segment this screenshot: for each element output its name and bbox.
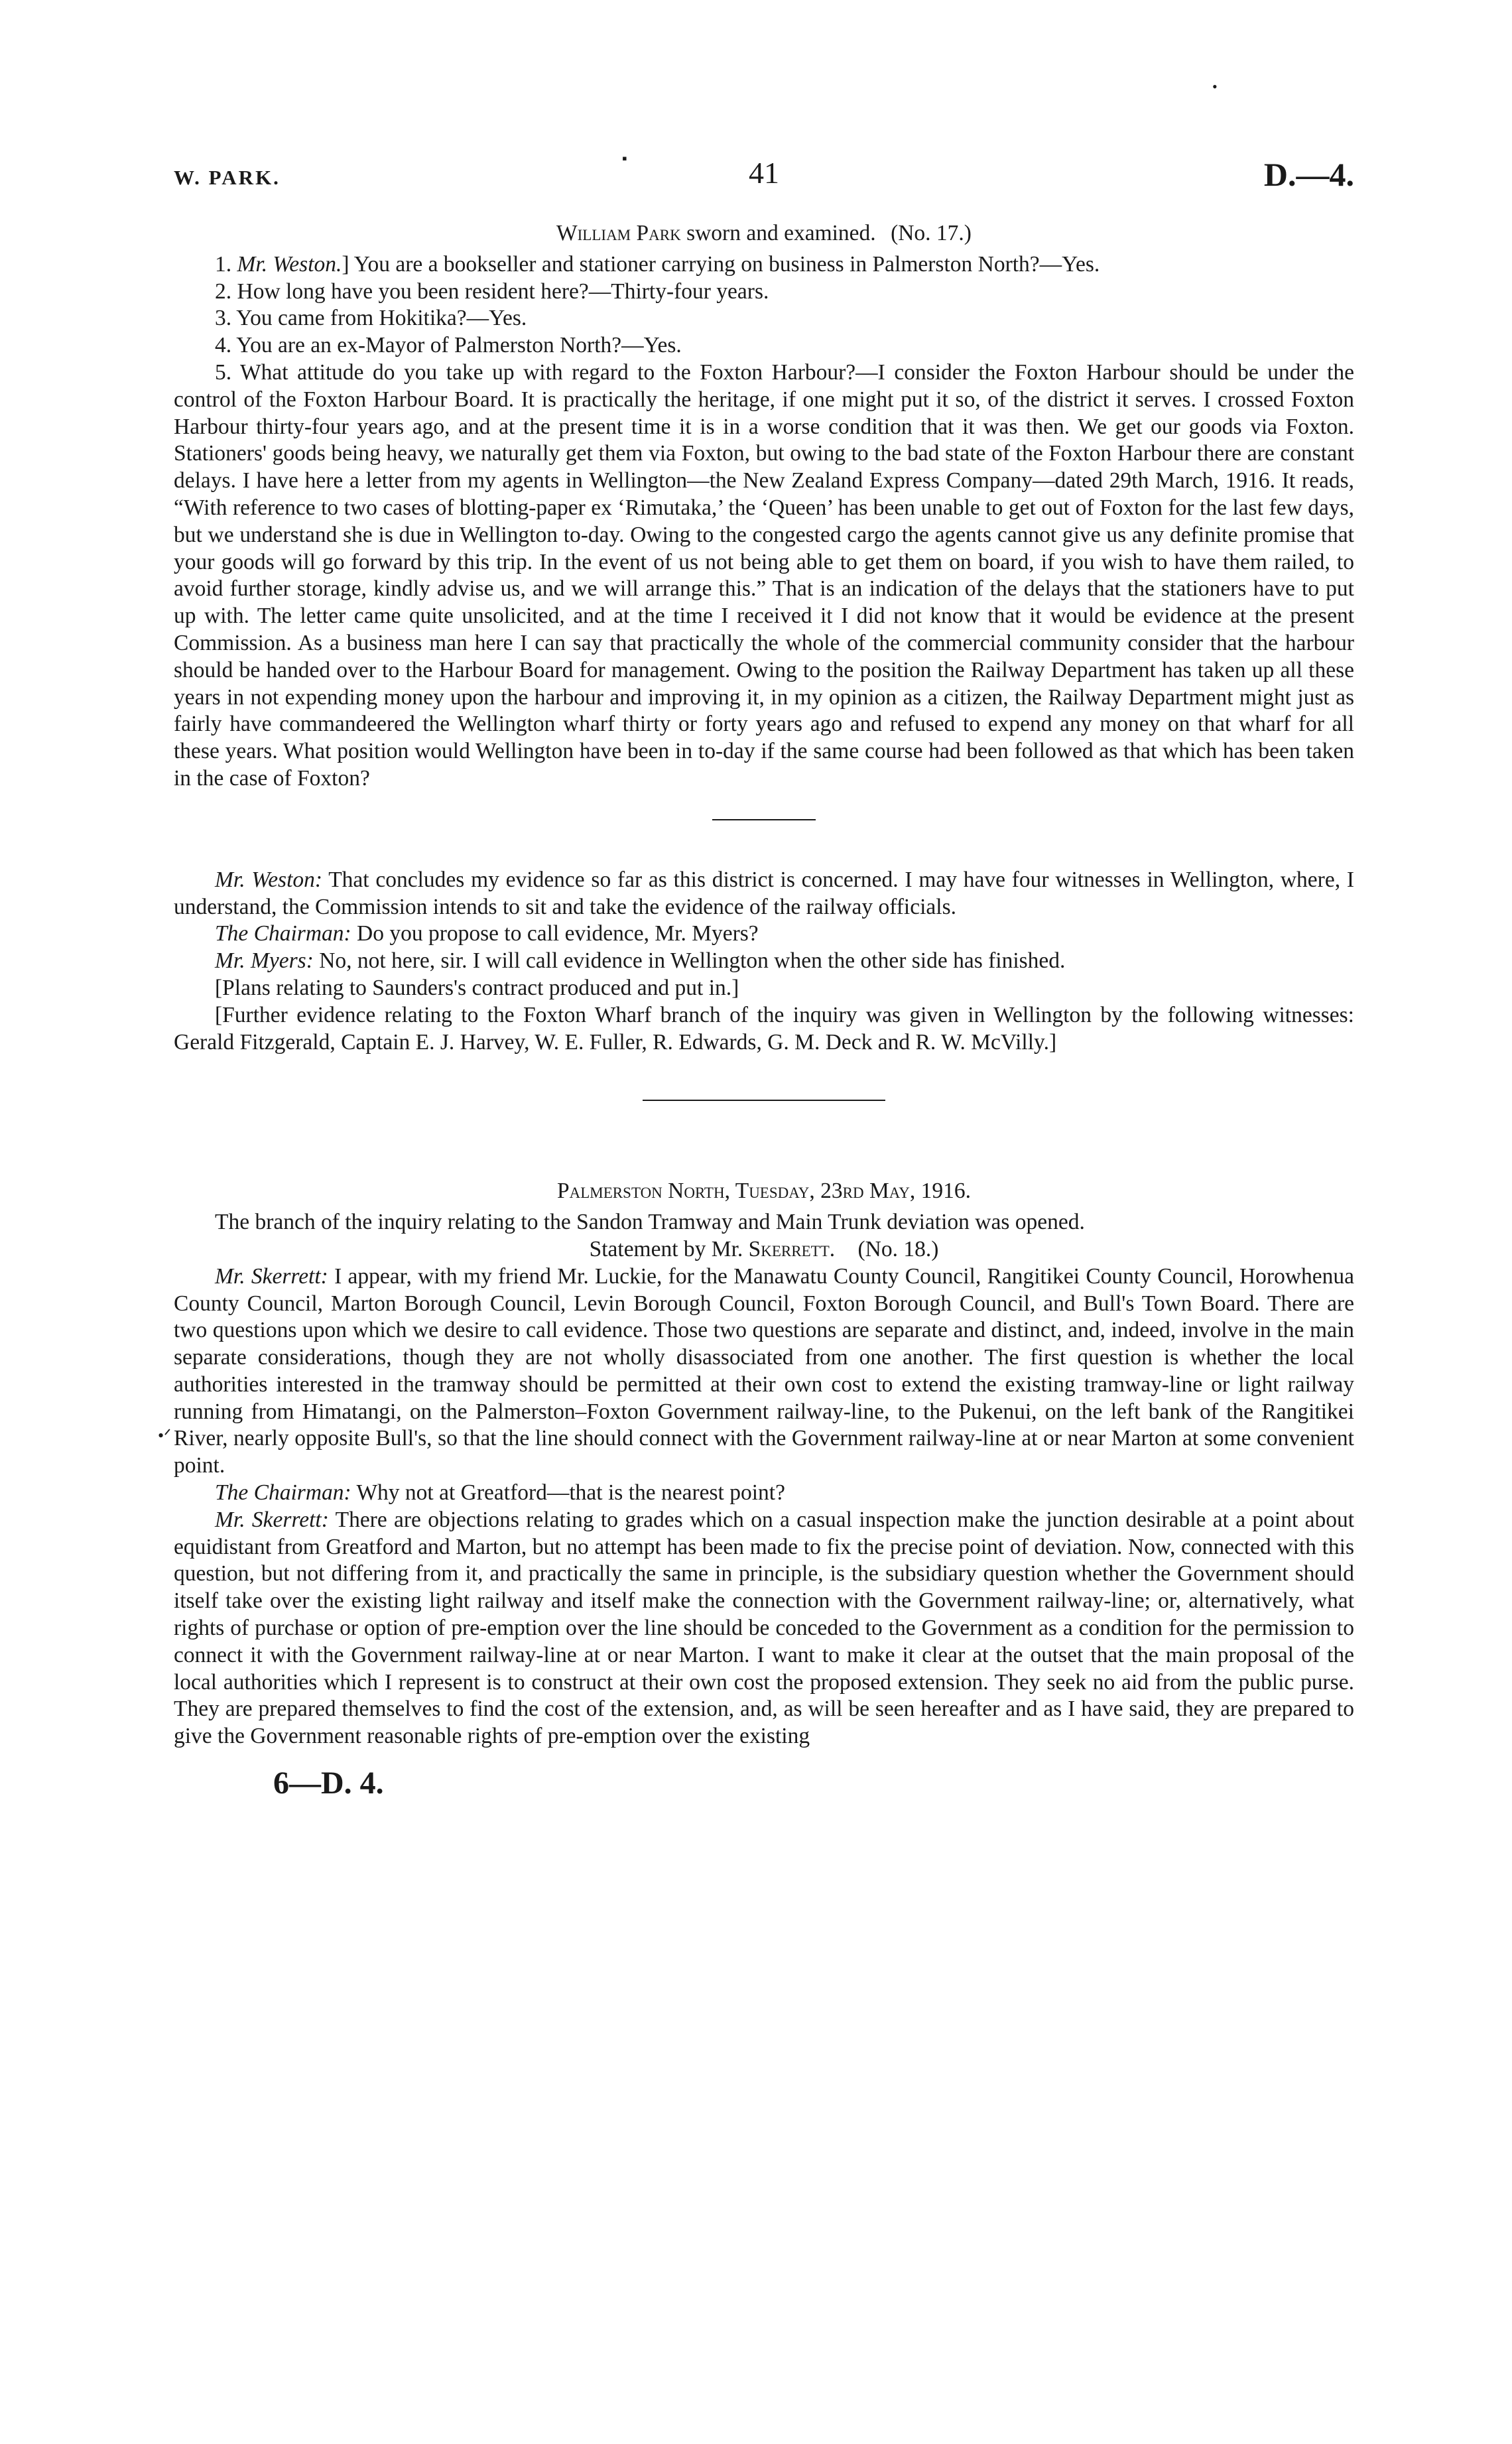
margin-mark: • <box>1212 78 1218 95</box>
sitting-heading: Palmerston North, Tuesday, 23rd May, 1916. <box>557 1179 971 1204</box>
statement-number: (No. 18.) <box>857 1236 939 1261</box>
heading-text: sworn and examined. <box>686 221 876 245</box>
document-page <box>174 119 1354 1801</box>
speaker: Mr. Myers: <box>215 948 314 974</box>
margin-mark: ▪ <box>622 150 627 166</box>
running-head-right: D.—4. <box>1263 156 1354 193</box>
qa-paragraph: 1. Mr. Weston.] You are a bookseller and stationer carrying on business in Palmerston North?—Yes. <box>215 251 1100 277</box>
statement-paragraph: Mr. Skerrett: There are objections relating to grades which on a casual inspection make the junction desirable at a point about equidistant from Greatford and Marton, but no attempt has been made to fix the precise point of deviation. Now, connected with this question, but not differing from it, and practically the same in principle, is the subsidiary question whether the Government should itself take over the existing light railway and itself make the connection with the Government railway-line; or, alternatively, what rights of purchase or option of pre-emption over the line should be conceded to the Government as a condition for the permission to connect it with the Government railway-line at or near Marton. I want to make it clear at the outset that the main proposal of the local authorities which I represent is to construct at their own cost the proposed extension. They seek no aid from the public purse. They are prepared themselves to find the cost of the extension, and, as will be seen hereafter and as I have said, they are prepared to give the Government reasonable rights of pre-emption over the existing <box>174 1507 1355 1749</box>
statement-paragraph: The Chairman: Why not at Greatford—that is the nearest point? <box>215 1480 785 1506</box>
statement-paragraph: The Chairman: Do you propose to call evidence, Mr. Myers? <box>215 921 759 946</box>
qa-paragraph: 3. You came from Hokitika?—Yes. <box>215 306 527 331</box>
speaker: Mr. Skerrett: <box>215 1263 328 1289</box>
statement-paragraph: Mr. Skerrett: I appear, with my friend Mr. Luckie, for the Manawatu County Council, Rangitikei County Council, Horowhenua County Council, Marton Borough Council, Levin Borough Council, Foxton Borough Council, and Bull's Town Board. There are two questions upon which we desire to call evidence. Those two questions are separate and distinct, and, indeed, involve in the main separate considerations, though they are not wholly disassociated from one another. The first question is whether the local authorities interested in the tramway should be permitted at their own cost to extend the existing tramway-line or light railway running from Himatangi, on the Palmerston–Foxton Government railway-line, to the Pukenui, on the left bank of the Rangitikei River, nearly opposite Bull's, so that the line should connect with the Government railway-line at or near Marton at some convenient point. <box>174 1263 1355 1478</box>
editorial-note: [Further evidence relating to the Foxton Wharf branch of the inquiry was given in Wellington by the following witnesses: Gerald Fitzgerald, Captain E. J. Harvey, W. E. Fuller, R. Edwards, G. M. Deck and R. W. McVilly.] <box>174 1002 1354 1055</box>
heading-number: (No. 17.) <box>891 221 972 245</box>
qa-paragraph: 2. How long have you been resident here?—Thirty-four years. <box>215 279 769 304</box>
section-divider <box>643 1100 885 1101</box>
speaker: Mr. Weston. <box>237 251 342 277</box>
page-number: 41 <box>749 156 779 190</box>
margin-mark: •ᐟ <box>158 1426 172 1445</box>
speaker: Mr. Skerrett: <box>215 1507 329 1532</box>
qa-paragraph: 5. What attitude do you take up with regard to the Foxton Harbour?—I consider the Foxton Harbour should be under the control of the Foxton Harbour Board. It is practically the heritage, if one might put it so, of the district it serves. I crossed Foxton Harbour thirty-four years ago, and at the present time it is in a worse condition that it was then. We get our goods via Foxton. Stationers' goods being heavy, we naturally get them via Foxton, but owing to the bad state of the Foxton Harbour there are constant delays. I have here a letter from my agents in Wellington—the New Zealand Express Company—dated 29th March, 1916. It reads, “With reference to two cases of blotting-paper ex ‘Rimutaka,’ the ‘Queen’ has been unable to get out of Foxton for the last few days, but we understand she is due in Wellington to-day. Owing to the congested cargo the agents cannot give us any definite promise that your goods will go forward by this trip. In the event of us not being able to get them on board, if you wish to have them railed, to avoid further storage, kindly advise us, and we will arrange this.” That is an indication of the delays that the stationers have to put up with. The letter came quite unsolicited, and at the time I received it I did not know that it would be evidence at the present Commission. As a business man here I can say that practically the whole of the commercial community consider that the harbour should be handed over to the Harbour Board for management. Owing to the position the Railway Department has taken up all these years in not expending money upon the harbour and improving it, in my opinion as a citizen, the Railway Department might just as fairly have commandeered the Wellington wharf thirty or forty years ago and refused to expend any money on that wharf for all these years. What position would Wellington have been in to-day if the same course had been followed as that which has been taken in the case of Foxton? <box>174 359 1354 791</box>
speaker-name: Skerrett. <box>748 1236 836 1261</box>
witness-name: William Park <box>556 221 681 245</box>
speaker: The Chairman: <box>215 1480 351 1506</box>
qa-paragraph: 4. You are an ex-Mayor of Palmerston North?—Yes. <box>215 333 682 358</box>
speaker: Mr. Weston: <box>215 867 323 892</box>
section-heading-park <box>174 220 1354 247</box>
short-divider <box>712 819 816 820</box>
page-header <box>174 119 1354 193</box>
running-head-left: W. PARK. <box>174 166 281 189</box>
statement-heading: Statement by Mr. Skerrett. (No. 18.) <box>589 1236 939 1261</box>
statement-paragraph: Mr. Myers: No, not here, sir. I will call evidence in Wellington when the other side has finished. <box>215 948 1066 974</box>
intro-paragraph: The branch of the inquiry relating to the Sandon Tramway and Main Trunk deviation was opened. <box>215 1210 1085 1235</box>
signature-mark: 6—D. 4. <box>273 1766 384 1801</box>
statement-paragraph: Mr. Weston: That concludes my evidence so far as this district is concerned. I may have four witnesses in Wellington, where, I understand, the Commission intends to sit and take the evidence of the railway officials. <box>174 867 1354 919</box>
editorial-note: [Plans relating to Saunders's contract produced and put in.] <box>215 975 739 1000</box>
speaker: The Chairman: <box>215 921 351 946</box>
